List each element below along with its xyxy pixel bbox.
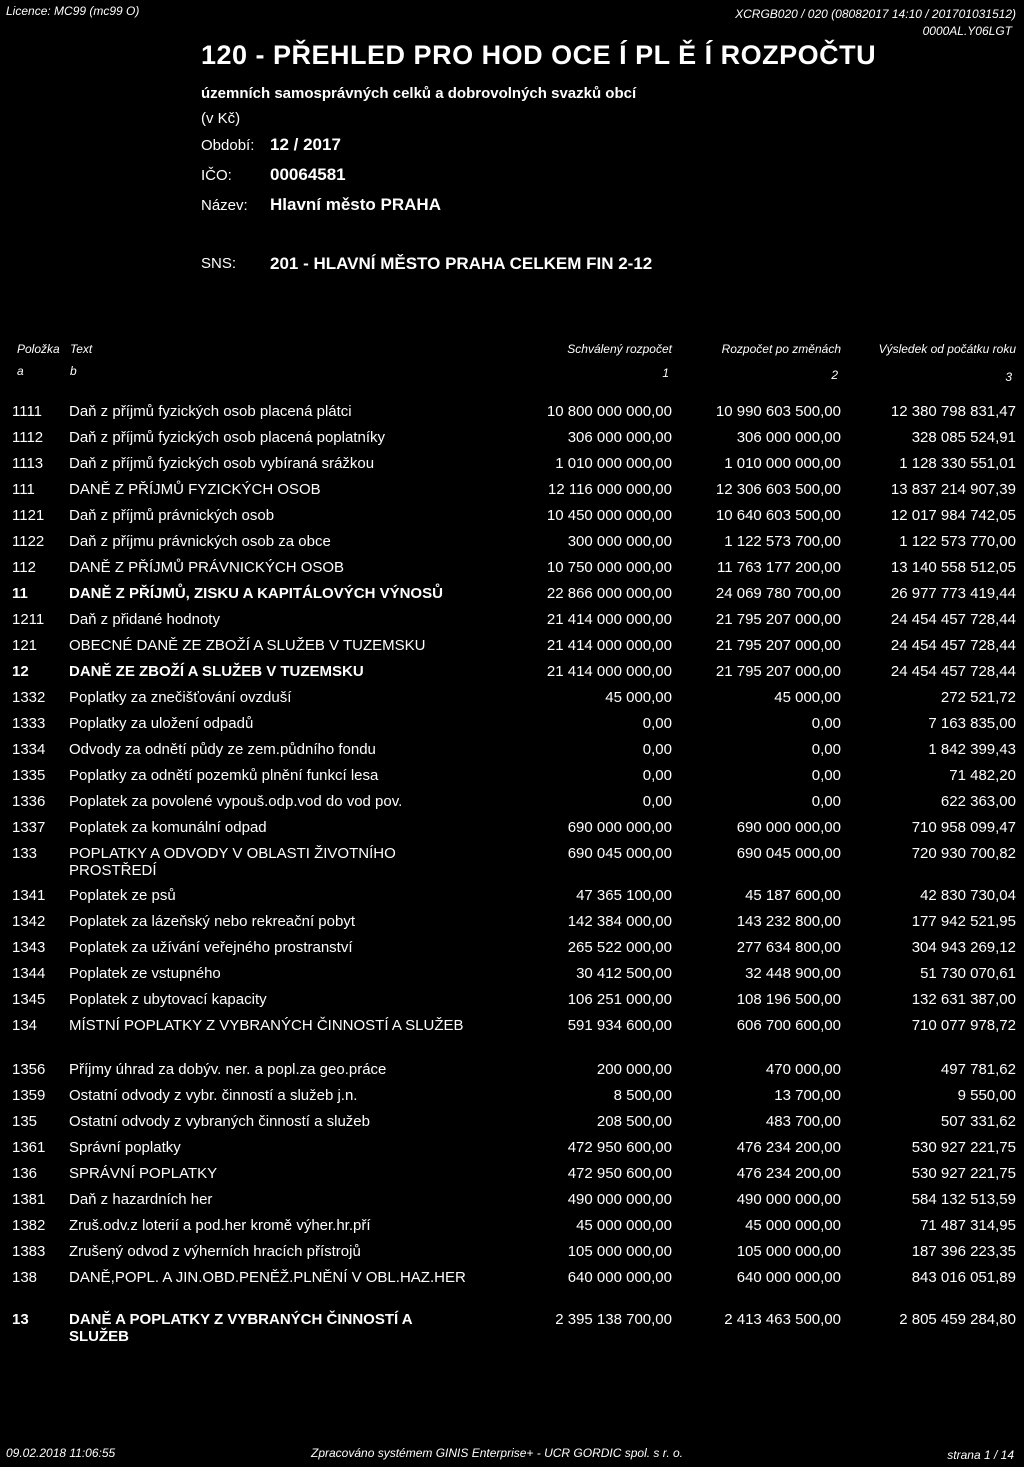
row-approved: 265 522 000,00 — [567, 939, 672, 956]
row-result: 304 943 269,12 — [911, 939, 1016, 956]
row-text: Daň z přidané hodnoty — [69, 611, 220, 628]
row-approved: 8 500,00 — [613, 1087, 672, 1104]
row-result: 71 487 314,95 — [920, 1217, 1016, 1234]
row-result: 132 631 387,00 — [911, 991, 1016, 1008]
row-text: Daň z příjmů fyzických osob placená plátci — [69, 403, 352, 420]
row-result: 328 085 524,91 — [911, 429, 1016, 446]
row-code: 1335 — [12, 767, 46, 784]
row-adjusted: 2 413 463 500,00 — [724, 1311, 841, 1328]
footer-datetime: 09.02.2018 11:06:55 — [6, 1446, 116, 1460]
row-code: 11 — [12, 585, 28, 602]
row-text: Příjmy úhrad za dobýv. ner. a popl.za geo.práce — [69, 1061, 387, 1078]
row-adjusted: 476 234 200,00 — [736, 1139, 841, 1156]
row-text: MÍSTNÍ POPLATKY Z VYBRANÝCH ČINNOSTÍ A SLUŽEB — [69, 1017, 464, 1034]
row-approved: 142 384 000,00 — [567, 913, 672, 930]
row-code: 1343 — [12, 939, 46, 956]
row-text: Poplatek za povolené vypouš.odp.vod do vod pov. — [69, 793, 403, 810]
row-text: Daň z příjmů fyzických osob vybíraná srážkou — [69, 455, 375, 472]
row-approved: 0,00 — [642, 767, 672, 784]
row-code: 1336 — [12, 793, 46, 810]
row-result: 24 454 457 728,44 — [890, 637, 1016, 654]
row-approved: 10 450 000 000,00 — [546, 507, 672, 524]
sns-label: SNS: — [201, 255, 237, 272]
row-code: 1341 — [12, 887, 46, 904]
row-approved: 690 000 000,00 — [567, 819, 672, 836]
row-result: 272 521,72 — [940, 689, 1016, 706]
row-result: 1 122 573 770,00 — [899, 533, 1016, 550]
row-code: 1211 — [12, 611, 45, 628]
col-sub-a: a — [17, 364, 24, 378]
row-code: 1361 — [12, 1139, 46, 1156]
row-result: 507 331,62 — [940, 1113, 1016, 1130]
row-text: OBECNÉ DANĚ ZE ZBOŽÍ A SLUŽEB V TUZEMSKU — [69, 637, 426, 654]
row-code: 12 — [12, 663, 29, 680]
row-result: 530 927 221,75 — [911, 1165, 1016, 1182]
row-result: 51 730 070,61 — [920, 965, 1016, 982]
row-code: 136 — [12, 1165, 38, 1182]
row-adjusted: 0,00 — [811, 793, 841, 810]
row-adjusted: 21 795 207 000,00 — [715, 663, 841, 680]
col-sub-3: 3 — [1005, 370, 1012, 384]
row-result: 177 942 521,95 — [911, 913, 1016, 930]
row-adjusted: 640 000 000,00 — [736, 1269, 841, 1286]
row-result: 1 842 399,43 — [928, 741, 1016, 758]
col-sub-2: 2 — [831, 368, 838, 382]
row-result: 13 140 558 512,05 — [890, 559, 1016, 576]
row-code: 1121 — [12, 507, 45, 524]
row-adjusted: 105 000 000,00 — [736, 1243, 841, 1260]
row-text: POPLATKY A ODVODY V OBLASTI ŽIVOTNÍHO PROSTŘEDÍ — [69, 845, 396, 879]
row-approved: 306 000 000,00 — [567, 429, 672, 446]
row-text: Daň z příjmů fyzických osob placená poplatníky — [69, 429, 385, 446]
row-code: 1345 — [12, 991, 46, 1008]
report-title: 120 - PŘEHLED PRO HOD OCE Í PL Ě Í ROZPOČTU — [201, 40, 877, 70]
row-text: Poplatky za znečišťování ovzduší — [69, 689, 292, 706]
row-result: 843 016 051,89 — [911, 1269, 1016, 1286]
row-text: Poplatek ze psů — [69, 887, 176, 904]
ico-label: IČO: — [201, 167, 232, 184]
row-approved: 10 750 000 000,00 — [546, 559, 672, 576]
row-approved: 300 000 000,00 — [567, 533, 672, 550]
row-result: 530 927 221,75 — [911, 1139, 1016, 1156]
row-approved: 105 000 000,00 — [567, 1243, 672, 1260]
row-adjusted: 470 000,00 — [765, 1061, 841, 1078]
col-header-polozka: Položka — [17, 342, 60, 356]
row-adjusted: 21 795 207 000,00 — [715, 637, 841, 654]
row-code: 1111 — [12, 403, 43, 420]
row-result: 710 077 978,72 — [911, 1017, 1016, 1034]
row-code: 1122 — [12, 533, 45, 550]
row-result: 12 017 984 742,05 — [890, 507, 1016, 524]
row-result: 2 805 459 284,80 — [899, 1311, 1016, 1328]
row-adjusted: 0,00 — [811, 767, 841, 784]
row-text: Poplatek ze vstupného — [69, 965, 221, 982]
row-approved: 10 800 000 000,00 — [546, 403, 672, 420]
row-adjusted: 0,00 — [811, 741, 841, 758]
row-code: 121 — [12, 637, 38, 654]
row-text: Ostatní odvody z vybr. činností a služeb j.n. — [69, 1087, 358, 1104]
row-result: 24 454 457 728,44 — [890, 663, 1016, 680]
row-text: Ostatní odvody z vybraných činností a služeb — [69, 1113, 370, 1130]
row-text: Poplatek za užívání veřejného prostranství — [69, 939, 353, 956]
row-adjusted: 490 000 000,00 — [736, 1191, 841, 1208]
row-code: 1383 — [12, 1243, 46, 1260]
row-text: DANĚ Z PŘÍJMŮ PRÁVNICKÝCH OSOB — [69, 559, 345, 576]
row-code: 1112 — [12, 429, 44, 446]
row-result: 7 163 835,00 — [928, 715, 1016, 732]
row-approved: 22 866 000 000,00 — [546, 585, 672, 602]
row-adjusted: 306 000 000,00 — [736, 429, 841, 446]
row-code: 1382 — [12, 1217, 46, 1234]
col-header-adjusted: Rozpočet po změnách — [721, 342, 841, 356]
row-text: Poplatek za lázeňský nebo rekreační pobyt — [69, 913, 356, 930]
row-text: DANĚ Z PŘÍJMŮ, ZISKU A KAPITÁLOVÝCH VÝNOSŮ — [69, 585, 443, 602]
period-value: 12 / 2017 — [270, 135, 341, 154]
sns-value: 201 - HLAVNÍ MĚSTO PRAHA CELKEM FIN 2-12 — [270, 254, 653, 273]
row-adjusted: 476 234 200,00 — [736, 1165, 841, 1182]
row-code: 1356 — [12, 1061, 46, 1078]
row-adjusted: 21 795 207 000,00 — [715, 611, 841, 628]
row-adjusted: 1 122 573 700,00 — [724, 533, 841, 550]
row-approved: 1 010 000 000,00 — [555, 455, 672, 472]
row-code: 1332 — [12, 689, 46, 706]
row-code: 111 — [12, 481, 35, 498]
col-sub-b: b — [70, 364, 77, 378]
row-result: 13 837 214 907,39 — [890, 481, 1016, 498]
row-adjusted: 483 700,00 — [765, 1113, 841, 1130]
row-code: 133 — [12, 845, 38, 862]
row-approved: 2 395 138 700,00 — [555, 1311, 672, 1328]
row-code: 1344 — [12, 965, 46, 982]
system-code: XCRGB020 / 020 (08082017 14:10 / 201701031512) — [735, 7, 1016, 21]
row-code: 1337 — [12, 819, 46, 836]
footer-page: strana 1 / 14 — [947, 1448, 1014, 1462]
row-text: SPRÁVNÍ POPLATKY — [69, 1165, 218, 1182]
row-result: 24 454 457 728,44 — [890, 611, 1016, 628]
row-code: 1113 — [12, 455, 44, 472]
row-code: 13 — [12, 1311, 29, 1328]
row-text: Daň z příjmu právnických osob za obce — [69, 533, 331, 550]
row-adjusted: 606 700 600,00 — [736, 1017, 841, 1034]
row-approved: 0,00 — [642, 715, 672, 732]
row-approved: 472 950 600,00 — [567, 1165, 672, 1182]
row-adjusted: 32 448 900,00 — [745, 965, 841, 982]
row-result: 9 550,00 — [957, 1087, 1016, 1104]
row-approved: 12 116 000 000,00 — [547, 481, 672, 498]
report-code: 0000AL.Y06LGT — [922, 24, 1012, 38]
row-adjusted: 11 763 177 200,00 — [716, 559, 841, 576]
row-text: Daň z hazardních her — [69, 1191, 213, 1208]
row-text: Zrušený odvod z výherních hracích přístrojů — [69, 1243, 361, 1260]
row-code: 134 — [12, 1017, 38, 1034]
row-text: Poplatky za odnětí pozemků plnění funkcí lesa — [69, 767, 379, 784]
row-result: 1 128 330 551,01 — [899, 455, 1016, 472]
row-approved: 47 365 100,00 — [576, 887, 672, 904]
ico-value: 00064581 — [270, 165, 346, 184]
row-code: 1333 — [12, 715, 46, 732]
row-approved: 640 000 000,00 — [567, 1269, 672, 1286]
row-code: 1342 — [12, 913, 46, 930]
unit-label: (v Kč) — [201, 110, 241, 127]
row-text: Poplatek z ubytovací kapacity — [69, 991, 267, 1008]
row-approved: 200 000,00 — [596, 1061, 672, 1078]
row-approved: 0,00 — [642, 793, 672, 810]
row-adjusted: 12 306 603 500,00 — [715, 481, 841, 498]
row-code: 1359 — [12, 1087, 46, 1104]
row-result: 187 396 223,35 — [911, 1243, 1016, 1260]
row-text: Poplatek za komunální odpad — [69, 819, 267, 836]
row-approved: 21 414 000 000,00 — [546, 637, 672, 654]
row-approved: 21 414 000 000,00 — [546, 663, 672, 680]
row-approved: 690 045 000,00 — [567, 845, 672, 862]
row-result: 26 977 773 419,44 — [890, 585, 1016, 602]
footer-system: Zpracováno systémem GINIS Enterprise+ - UCR GORDIC spol. s r. o. — [311, 1446, 683, 1460]
row-adjusted: 690 045 000,00 — [736, 845, 841, 862]
row-adjusted: 143 232 800,00 — [736, 913, 841, 930]
row-adjusted: 24 069 780 700,00 — [715, 585, 841, 602]
row-text: Odvody za odnětí půdy ze zem.půdního fondu — [69, 741, 376, 758]
row-adjusted: 10 640 603 500,00 — [715, 507, 841, 524]
row-text: DANĚ A POPLATKY Z VYBRANÝCH ČINNOSTÍ A SLUŽEB — [69, 1311, 413, 1345]
row-text: Poplatky za uložení odpadů — [69, 715, 254, 732]
row-result: 12 380 798 831,47 — [890, 403, 1016, 420]
row-text: Zruš.odv.z loterií a pod.her kromě výher.hr.pří — [69, 1217, 371, 1234]
report-subtitle: územních samosprávných celků a dobrovolných svazků obcí — [201, 85, 637, 102]
row-approved: 45 000 000,00 — [576, 1217, 672, 1234]
name-value: Hlavní město PRAHA — [270, 195, 441, 214]
row-result: 584 132 513,59 — [911, 1191, 1016, 1208]
row-adjusted: 0,00 — [811, 715, 841, 732]
row-approved: 21 414 000 000,00 — [546, 611, 672, 628]
row-result: 497 781,62 — [940, 1061, 1016, 1078]
name-label: Název: — [201, 197, 248, 214]
row-code: 138 — [12, 1269, 38, 1286]
row-approved: 472 950 600,00 — [567, 1139, 672, 1156]
row-approved: 208 500,00 — [596, 1113, 672, 1130]
row-adjusted: 45 000,00 — [774, 689, 841, 706]
row-result: 622 363,00 — [940, 793, 1016, 810]
period-label: Období: — [201, 137, 255, 154]
row-adjusted: 690 000 000,00 — [736, 819, 841, 836]
row-approved: 591 934 600,00 — [567, 1017, 672, 1034]
col-header-approved: Schválený rozpočet — [567, 342, 672, 356]
row-adjusted: 108 196 500,00 — [736, 991, 841, 1008]
row-approved: 490 000 000,00 — [567, 1191, 672, 1208]
row-adjusted: 10 990 603 500,00 — [715, 403, 841, 420]
col-sub-1: 1 — [662, 366, 669, 380]
row-text: Daň z příjmů právnických osob — [69, 507, 275, 524]
row-adjusted: 1 010 000 000,00 — [724, 455, 841, 472]
col-header-result: Výsledek od počátku roku — [878, 342, 1016, 356]
row-approved: 30 412 500,00 — [576, 965, 672, 982]
row-text: DANĚ ZE ZBOŽÍ A SLUŽEB V TUZEMSKU — [69, 663, 364, 680]
row-adjusted: 45 187 600,00 — [745, 887, 841, 904]
row-result: 42 830 730,04 — [920, 887, 1016, 904]
row-result: 710 958 099,47 — [911, 819, 1016, 836]
col-header-text: Text — [70, 342, 93, 356]
row-approved: 106 251 000,00 — [567, 991, 672, 1008]
row-text: Správní poplatky — [69, 1139, 181, 1156]
row-code: 1381 — [12, 1191, 46, 1208]
licence-text: Licence: MC99 (mc99 O) — [6, 4, 140, 18]
row-adjusted: 13 700,00 — [774, 1087, 841, 1104]
row-code: 135 — [12, 1113, 38, 1130]
row-code: 112 — [12, 559, 36, 576]
row-adjusted: 277 634 800,00 — [736, 939, 841, 956]
row-text: DANĚ,POPL. A JIN.OBD.PENĚŽ.PLNĚNÍ V OBL.HAZ.HER — [69, 1269, 466, 1286]
row-approved: 0,00 — [642, 741, 672, 758]
row-text: DANĚ Z PŘÍJMŮ FYZICKÝCH OSOB — [69, 481, 321, 498]
row-code: 1334 — [12, 741, 46, 758]
row-result: 720 930 700,82 — [911, 845, 1016, 862]
row-adjusted: 45 000 000,00 — [745, 1217, 841, 1234]
row-result: 71 482,20 — [949, 767, 1016, 784]
row-approved: 45 000,00 — [605, 689, 672, 706]
